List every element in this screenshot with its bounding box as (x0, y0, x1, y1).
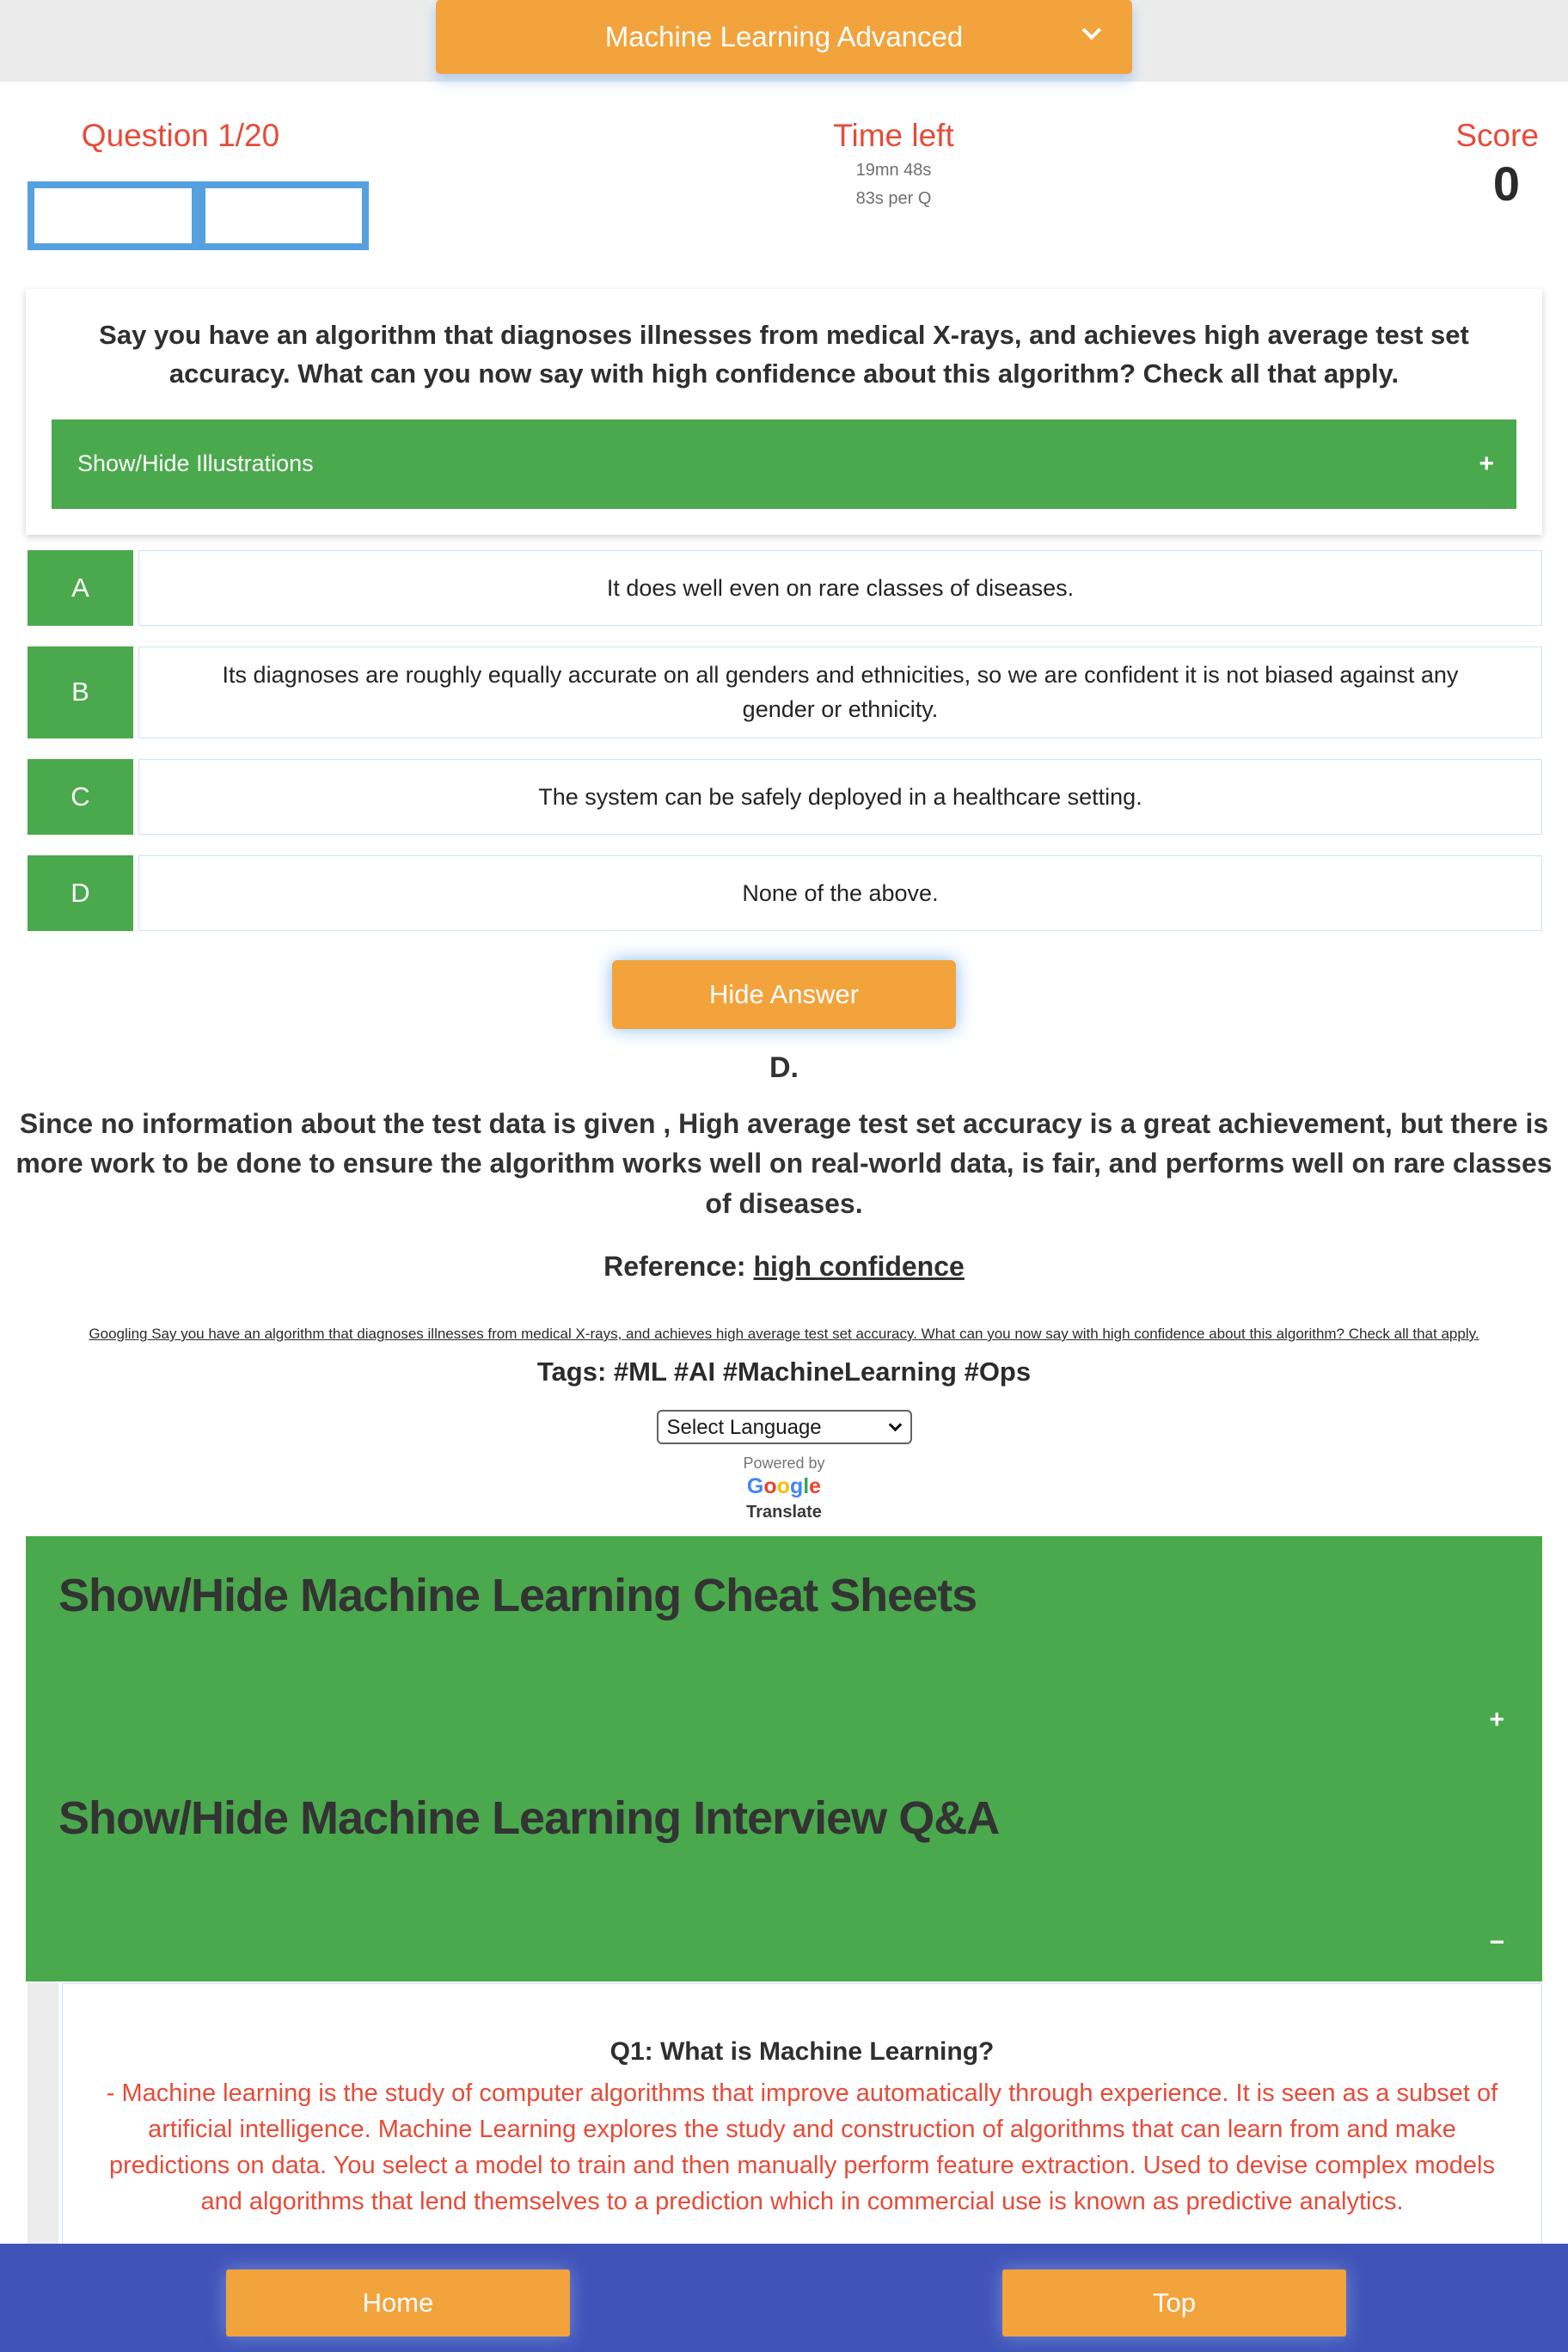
timer-block (404, 118, 1383, 250)
score-label: Score (1455, 118, 1539, 153)
illustrations-toggle[interactable] (52, 420, 1516, 509)
score-value: 0 (1492, 156, 1520, 211)
question-counter-block (0, 118, 404, 250)
tags-line: Tags: #ML #AI #MachineLearning #Ops (536, 1357, 1032, 1387)
cheat-sheets-toggle[interactable] (26, 1536, 1542, 1759)
option-text-d[interactable]: None of the above. (138, 855, 1542, 931)
reference-link[interactable]: high confidence (753, 1251, 965, 1283)
chevron-down-icon (1082, 21, 1102, 40)
category-dropdown-label: Machine Learning Advanced (604, 21, 964, 52)
hide-answer-button[interactable]: Hide Answer (612, 960, 956, 1029)
google-logo-letter: o (776, 1474, 790, 1499)
google-logo-letter: o (763, 1474, 777, 1499)
powered-by-label: Powered by (743, 1455, 825, 1473)
language-select[interactable] (657, 1410, 912, 1444)
time-left-value: 19mn 48s (855, 161, 932, 180)
option-text-c[interactable]: The system can be safely deployed in a healthcare setting. (138, 759, 1542, 835)
option-row-d (28, 855, 1542, 931)
qa-question-answer: - Machine learning is the study of computer algorithms that improve automatically through experience. It is seen as a subset of artificial intelligence. Machine Learning explores the study and construction of algorithms that can learn from and make predictions on data. You select a model to train and then manually perform feature extraction. Used to devise complex models and algorithms that lend themselves to a prediction which in commercial use is known as predictive analytics. (106, 2079, 1498, 2216)
option-letter-b[interactable]: B (28, 646, 133, 738)
illustrations-toggle-label: Show/Hide Illustrations (77, 450, 314, 477)
interview-qa-toggle[interactable] (26, 1759, 1542, 1981)
qa-question-title: Q1: What is Machine Learning? (609, 2037, 995, 2067)
answer-explanation: Since no information about the test data is given , High average test set accuracy is a great achievement, but there is more work to be done to ensure the algorithm works well on real-world data, is fair, and performs well on rare classes of diseases. (15, 1107, 1553, 1219)
cheat-sheets-title: Show/Hide Machine Learning Cheat Sheets (58, 1570, 977, 1622)
option-row-c (28, 759, 1542, 835)
time-per-question: 83s per Q (855, 189, 932, 208)
plus-icon: + (1479, 449, 1494, 478)
quiz-header (0, 82, 1568, 250)
category-dropdown[interactable] (436, 0, 1132, 74)
top-button[interactable]: Top (1002, 2269, 1346, 2337)
home-button[interactable]: Home (226, 2269, 570, 2337)
question-counter: Question 1/20 (81, 118, 280, 153)
google-search-link[interactable]: Googling Say you have an algorithm that diagnoses illnesses from medical X-rays, and achieves high average test set accuracy. What can you now say with high confidence about this algorithm? Check all that apply. (89, 1326, 1479, 1343)
question-card (26, 289, 1542, 535)
minus-icon: − (1489, 1928, 1504, 1957)
question-text: Say you have an algorithm that diagnoses illnesses from medical X-rays, and achieves high average test set accuracy. What can you now say with high confidence about this algorithm? Check all that apply. (99, 320, 1469, 389)
time-left-label: Time left (833, 118, 954, 153)
option-letter-d[interactable]: D (28, 855, 133, 931)
plus-icon: + (1489, 1706, 1504, 1735)
google-logo-letter: G (746, 1474, 764, 1499)
google-logo-letter: g (789, 1474, 804, 1499)
google-logo-letter: e (809, 1474, 822, 1499)
google-logo-letter: l (803, 1474, 810, 1499)
interview-qa-title: Show/Hide Machine Learning Interview Q&A (58, 1792, 1000, 1845)
collapsible-sections (26, 1536, 1542, 1981)
translate-widget (0, 1410, 1568, 1522)
options-list (0, 550, 1568, 931)
option-letter-c[interactable]: C (28, 759, 133, 835)
option-text-b[interactable]: Its diagnoses are roughly equally accurate on all genders and ethnicities, so we are confident it is not biased against any gender or ethnicity. (138, 646, 1542, 738)
progress-bar (28, 181, 369, 250)
option-letter-a[interactable]: A (28, 550, 133, 626)
language-select-wrap (657, 1410, 912, 1444)
google-logo (0, 1474, 1568, 1499)
score-block (1383, 118, 1568, 250)
progress-segment (205, 188, 363, 243)
translate-label: Translate (746, 1503, 822, 1522)
top-band (0, 0, 1568, 82)
correct-answer-letter: D. (769, 1050, 799, 1084)
option-row-a (28, 550, 1542, 626)
progress-segment (34, 188, 192, 243)
reference-label: Reference: (603, 1251, 746, 1283)
option-row-b (28, 646, 1542, 738)
option-text-a[interactable]: It does well even on rare classes of diseases. (138, 550, 1542, 626)
footer-bar (0, 2244, 1568, 2352)
reference-line (0, 1251, 1568, 1283)
